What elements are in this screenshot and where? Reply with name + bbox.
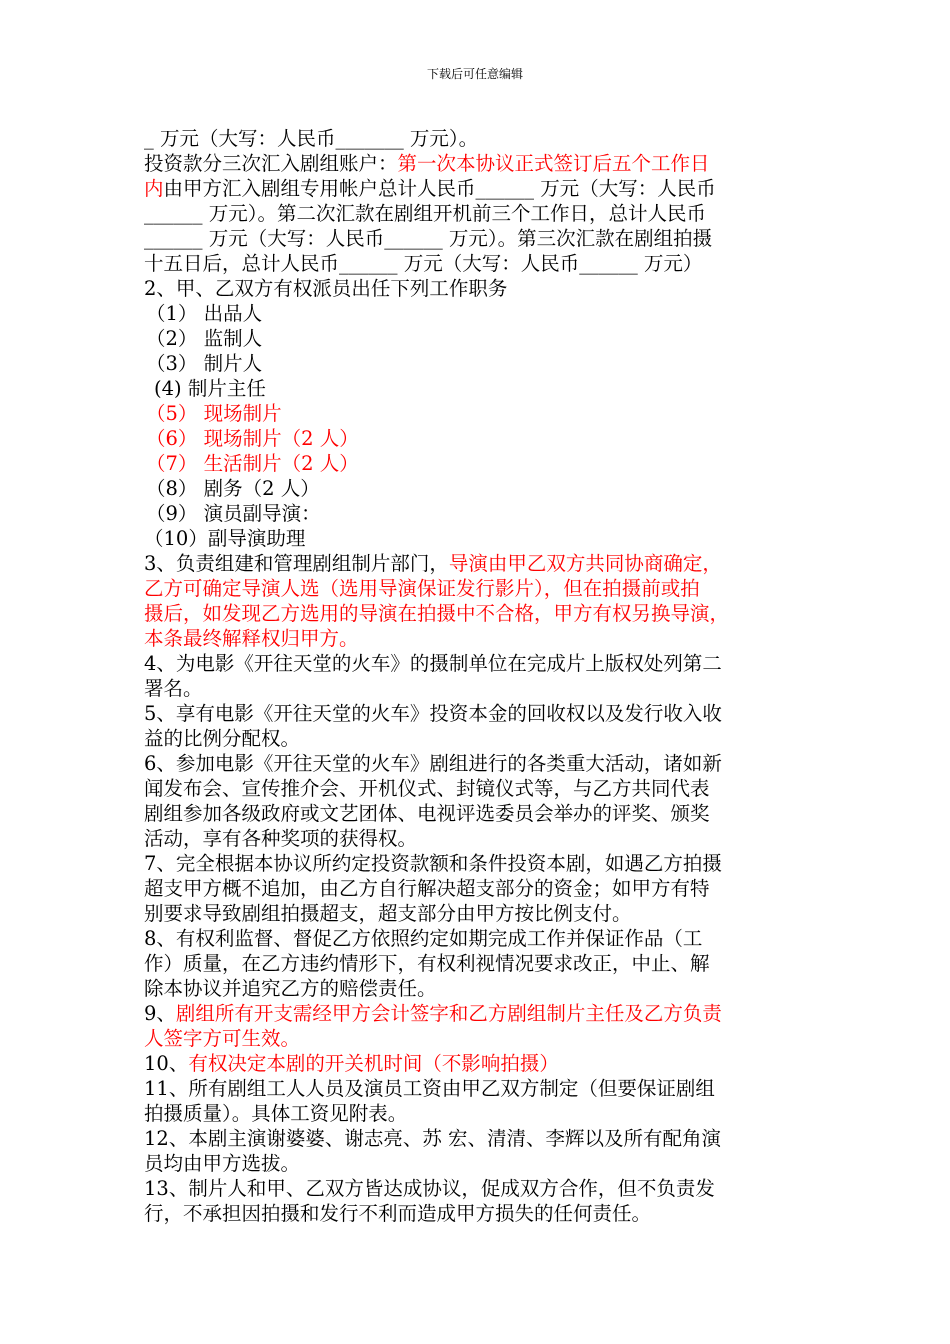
text-line <box>144 826 816 851</box>
text-line <box>144 601 816 626</box>
text-segment: 11、所有剧组工人人员及演员工资由甲乙双方制定（但要保证剧组 <box>144 1077 715 1100</box>
text-line <box>144 176 816 201</box>
text-line <box>144 901 816 926</box>
text-line <box>144 326 816 351</box>
page-header: 下载后可任意编辑 <box>426 67 523 81</box>
text-segment: 5、享有电影《开往天堂的火车》投资本金的回收权以及发行收入收 <box>144 702 722 725</box>
text-segment: ______ 万元（大写：人民币______ 万元）。第三次汇款在剧组拍摄 <box>144 227 713 250</box>
text-line <box>144 801 816 826</box>
highlighted-text: 导演由甲乙双方共同协商确定， <box>448 552 722 575</box>
text-line <box>144 701 816 726</box>
text-line <box>144 401 816 426</box>
text-segment: 由甲方汇入剧组专用帐户总计人民币______ 万元（大写：人民币 <box>163 177 716 200</box>
text-line <box>144 451 816 476</box>
text-segment: 剧组参加各级政府或文艺团体、电视评选委员会举办的评奖、颁奖 <box>144 802 710 825</box>
highlighted-text: 剧组所有开支需经甲方会计签字和乙方剧组制片主任及乙方负责 <box>175 1002 722 1025</box>
text-segment: 除本协议并追究乙方的赔偿责任。 <box>144 977 437 1000</box>
text-line <box>144 476 816 501</box>
text-line <box>144 851 816 876</box>
text-line <box>144 126 816 151</box>
text-segment: 6、参加电影《开往天堂的火车》剧组进行的各类重大活动，诸如新 <box>144 752 722 775</box>
text-line <box>144 1076 816 1101</box>
text-line <box>144 1001 816 1026</box>
text-segment: 员均由甲方选拔。 <box>144 1152 301 1175</box>
text-line <box>144 551 816 576</box>
text-line <box>144 926 816 951</box>
highlighted-text: 本条最终解释权归甲方。 <box>144 627 359 650</box>
text-segment: 署名。 <box>144 677 203 700</box>
highlighted-text: 人签字方可生效。 <box>144 1027 301 1050</box>
text-segment: 别要求导致剧组拍摄超支，超支部分由甲方按比例支付。 <box>144 902 632 925</box>
text-segment: 行，不承担因拍摄和发行不利而造成甲方损失的任何责任。 <box>144 1202 652 1225</box>
highlighted-text: （7） 生活制片（2 人） <box>146 452 359 475</box>
text-segment: _ 万元（大写：人民币_______ 万元）。 <box>144 127 479 150</box>
text-line <box>144 301 816 326</box>
text-segment: （2） 监制人 <box>146 327 263 350</box>
text-segment: 作）质量，在乙方违约情形下，有权利视情况要求改正，中止、解 <box>144 952 710 975</box>
text-segment: ______ 万元）。第二次汇款在剧组开机前三个工作日，总计人民币 <box>144 202 706 225</box>
text-line <box>144 226 816 251</box>
text-line <box>144 576 816 601</box>
text-line <box>144 251 816 276</box>
text-line <box>144 676 816 701</box>
text-line <box>144 751 816 776</box>
text-line <box>144 1151 816 1176</box>
text-line <box>144 1026 816 1051</box>
highlighted-text: （6） 现场制片（2 人） <box>146 427 359 450</box>
text-segment: 9、 <box>144 1002 176 1025</box>
highlighted-text: 第一次本协议正式签订后五个工作日 <box>397 152 710 175</box>
text-segment: 拍摄质量）。具体工资见附表。 <box>144 1102 408 1125</box>
text-segment: 活动，享有各种奖项的获得权。 <box>144 827 418 850</box>
text-segment: 10、 <box>144 1052 189 1075</box>
text-segment: 12、本剧主演谢婆婆、谢志亮、苏 宏、清清、李辉以及所有配角演 <box>144 1127 722 1150</box>
text-line <box>144 151 816 176</box>
highlighted-text: 内 <box>144 177 164 200</box>
text-line <box>144 201 816 226</box>
text-segment: 13、制片人和甲、乙双方皆达成协议，促成双方合作，但不负责发 <box>144 1177 715 1200</box>
text-line <box>144 276 816 301</box>
text-line <box>144 951 816 976</box>
text-line <box>144 1176 816 1201</box>
text-segment: 2、甲、乙双方有权派员出任下列工作职务 <box>144 277 508 300</box>
text-segment: （8） 剧务（2 人） <box>146 477 320 500</box>
text-line <box>144 876 816 901</box>
text-segment: 8、有权利监督、督促乙方依照约定如期完成工作并保证作品（工 <box>144 927 703 950</box>
text-segment: （10）副导演助理 <box>144 527 306 550</box>
text-segment: 7、完全根据本协议所约定投资款额和条件投资本剧，如遇乙方拍摄 <box>144 852 722 875</box>
document-body <box>144 126 816 1226</box>
text-segment: 十五日后，总计人民币______ 万元（大写：人民币______ 万元） <box>144 252 703 275</box>
text-segment: 闻发布会、宣传推介会、开机仪式、封镜仪式等，与乙方共同代表 <box>144 777 710 800</box>
text-line <box>144 526 816 551</box>
text-line <box>144 1126 816 1151</box>
text-segment: (4) 制片主任 <box>154 377 266 400</box>
text-segment: 益的比例分配权。 <box>144 727 301 750</box>
text-line <box>144 501 816 526</box>
text-segment: （1） 出品人 <box>146 302 263 325</box>
text-segment: （3） 制片人 <box>146 352 263 375</box>
highlighted-text: （5） 现场制片 <box>146 402 282 425</box>
text-line <box>144 1051 816 1076</box>
text-segment: 3、负责组建和管理剧组制片部门， <box>144 552 449 575</box>
text-line <box>144 1101 816 1126</box>
highlighted-text: 有权决定本剧的开关机时间（不影响拍摄） <box>188 1052 559 1075</box>
text-segment: 投资款分三次汇入剧组账户： <box>144 152 398 175</box>
highlighted-text: 乙方可确定导演人选（选用导演保证发行影片），但在拍摄前或拍 <box>144 577 700 600</box>
text-line <box>144 626 816 651</box>
text-line <box>144 426 816 451</box>
highlighted-text: 摄后，如发现乙方选用的导演在拍摄中不合格，甲方有权另换导演， <box>144 602 730 625</box>
text-line <box>144 1201 816 1226</box>
text-line <box>144 651 816 676</box>
text-line <box>144 726 816 751</box>
text-line <box>144 351 816 376</box>
text-segment: （9） 演员副导演： <box>146 502 321 525</box>
text-segment: 4、为电影《开往天堂的火车》的摄制单位在完成片上版权处列第二 <box>144 652 722 675</box>
text-line <box>144 976 816 1001</box>
text-line <box>144 376 816 401</box>
text-line <box>144 776 816 801</box>
text-segment: 超支甲方概不追加，由乙方自行解决超支部分的资金；如甲方有特 <box>144 877 710 900</box>
